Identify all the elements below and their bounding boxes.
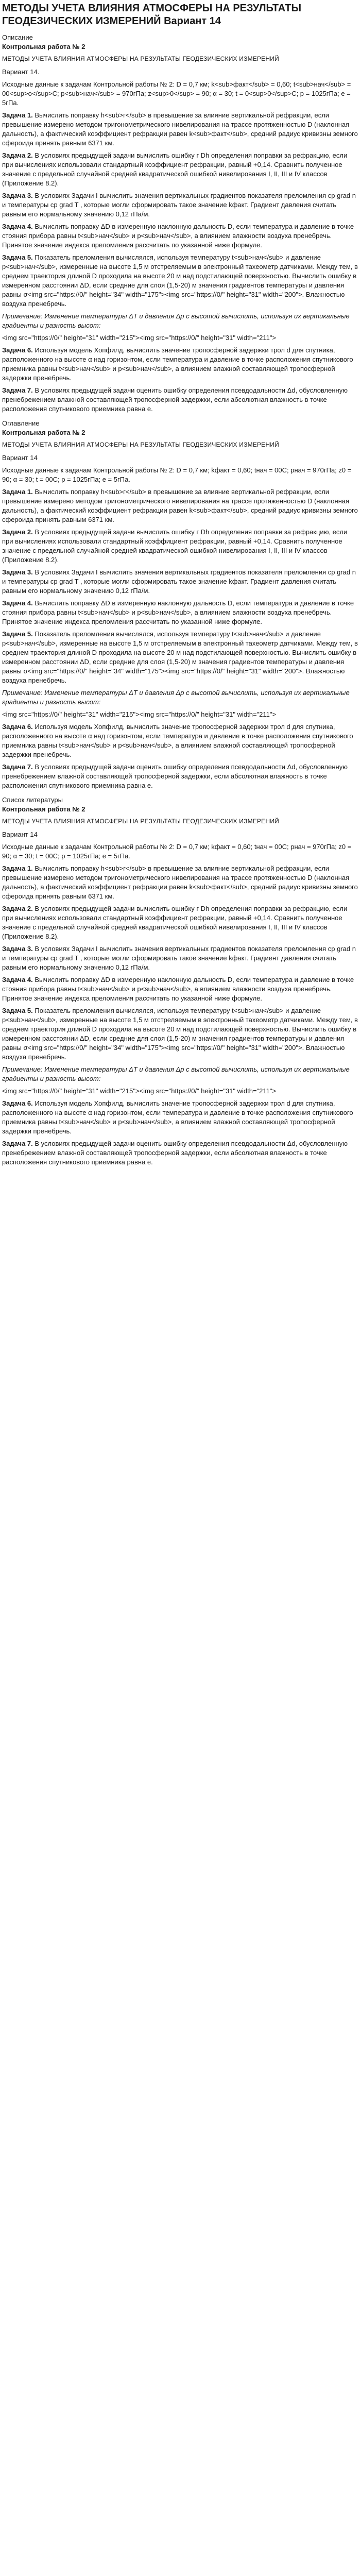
task-text: В условиях предыдущей задачи вычислить ошибку г Dh определения поправки за рефракцию, если при вычислениях использовали стандартный коэффициент рефракции, равный +0,14. Сравнить полученное значение с предельной случайной средней квадратической ошибкой нивелирования I, II, III и IV классов (Приложение 8.2). bbox=[2, 528, 348, 564]
task-text: В условиях предыдущей задачи оценить ошибку определения псевдодальности Δd, обусловленную пренебрежением влажной составляющей тропосферной задержки, если абсолютная влажность в точке расположения спутникового приемника равна e. bbox=[2, 1140, 348, 1166]
variant-label: Вариант 14. bbox=[2, 68, 40, 76]
task-text: Показатель преломления вычислялся, используя температуру t<sub>нач</sub> и давление p<sub>нач</sub>, измеренные на высоте 1,5 м отстреляемым в электронный тахеометр датчиками. Между тем, в среднем траектория длиной D проходила на высоте 20 м над подстилающей поверхностью. Вычислить ошибку в измеренном расстоянии ΔD, если средние для слоя (1,5-20) м значения градиентов температуры и давления равны σ<img src="https://0/" height="34" width="175"><img src="https://0/" height="31" width="200">. Влажностью воздуха пренебречь. bbox=[2, 1007, 358, 1061]
document-contents bbox=[2, 419, 359, 790]
task-text: В условиях предыдущей задачи оценить ошибку определения псевдодальности Δd, обусловленную пренебрежением влажной составляющей тропосферной задержки, если абсолютная влажность в точке расположения спутникового приемника равна e. bbox=[2, 386, 348, 413]
task-7 bbox=[2, 1139, 359, 1167]
task-label: Задача 3. bbox=[2, 192, 33, 199]
variant-label: Вариант 14 bbox=[2, 454, 38, 462]
task-6 bbox=[2, 346, 359, 383]
task-label: Задача 5. bbox=[2, 253, 33, 261]
task-label: Задача 2. bbox=[2, 905, 33, 912]
note-text: Примечание: Изменение температуры ΔT и давления Δp с высотой вычислить, используя их вертикальные градиенты и разность высот: bbox=[2, 689, 350, 706]
task-4 bbox=[2, 599, 359, 626]
task-2 bbox=[2, 151, 359, 188]
page-title: МЕТОДЫ УЧЕТА ВЛИЯНИЯ АТМОСФЕРЫ НА РЕЗУЛЬТАТЫ ГЕОДЕЗИЧЕСКИХ ИЗМЕРЕНИЙ Вариант 14 bbox=[2, 3, 302, 27]
task-6 bbox=[2, 722, 359, 759]
task-text: В условиях предыдущей задачи оценить ошибку определения псевдодальности Δd, обусловленную пренебрежением влажной составляющей тропосферной задержки, если абсолютная влажность в точке расположения спутникового приемника равна e. bbox=[2, 763, 348, 789]
task-text: Вычислить поправку ΔD в измеренную наклонную дальность D, если температура и давление в точке стояния прибора равны t<sub>нач</sub> и p<sub>нач</sub>, а влиянием влажности воздуха пренебречь. Принятое значение индекса преломления рассчитать по указанной ниже формуле. bbox=[2, 976, 354, 1002]
task-label: Задача 2. bbox=[2, 528, 33, 536]
task-4 bbox=[2, 222, 359, 250]
document-heading: Контрольная работа № 2 bbox=[2, 43, 85, 50]
document-subtitle: МЕТОДЫ УЧЕТА ВЛИЯНИЯ АТМОСФЕРЫ НА РЕЗУЛЬТАТЫ ГЕОДЕЗИЧЕСКИХ ИЗМЕРЕНИЙ bbox=[2, 441, 279, 448]
task-label: Задача 6. bbox=[2, 1099, 33, 1107]
task-label: Задача 5. bbox=[2, 1007, 33, 1014]
task-3 bbox=[2, 944, 359, 972]
task-text: В условиях предыдущей задачи вычислить ошибку г Dh определения поправки за рефракцию, если при вычислениях использовали стандартный коэффициент рефракции, равный +0,14. Сравнить полученное значение с предельной случайной средней квадратической ошибкой нивелирования I, II, III и IV классов (Приложение 8.2). bbox=[2, 151, 348, 187]
task-text: В условиях Задачи I вычислить значения вертикальных градиентов показателя преломления cp grad n и температуры cp grad T , которые могли сформировать такое значение kфакт. Градиент давления считать равным его нормальному значению 0,12 гПа/м. bbox=[2, 192, 356, 218]
task-text: Вычислить поправку ΔD в измеренную наклонную дальность D, если температура и давление в точке стояния прибора равны t<sub>нач</sub> и p<sub>нач</sub>, а влиянием влажности воздуха пренебречь. Принятое значение индекса преломления рассчитать по указанной ниже формуле. bbox=[2, 223, 354, 249]
task-2 bbox=[2, 904, 359, 941]
task-1 bbox=[2, 487, 359, 524]
source-data: Исходные данные к задачам Контрольной работы № 2: D = 0,7 км; kфакт = 0,60; tнач = 00С; pнач = 970гПа; z0 = 90; α = 30; t = 00С; p = 1025гПа; e = 5гПа. bbox=[2, 843, 352, 860]
task-3 bbox=[2, 191, 359, 219]
formula-line: <img src="https://0/" height="31" width="215"><img src="https://0/" height="31" width="211"> bbox=[2, 334, 277, 342]
task-label: Задача 2. bbox=[2, 151, 33, 159]
task-4 bbox=[2, 975, 359, 1003]
task-text: Вычислить поправку h<sub>г</sub> в превышение за влияние вертикальной рефракции, если превышение измерено методом тригонометрического нивелирования на трассе протяженностью D (наклонная дальность), а фактический коэффициент рефракции равен k<sub>факт</sub>, средний радиус кривизны земного сфероида принять равным 6371 км. bbox=[2, 111, 358, 147]
task-1 bbox=[2, 864, 359, 901]
document-heading: Контрольная работа № 2 bbox=[2, 805, 85, 813]
task-3 bbox=[2, 568, 359, 596]
document-description bbox=[2, 33, 359, 414]
task-label: Задача 6. bbox=[2, 723, 33, 731]
note-text: Примечание: Изменение температуры ΔT и давления Δp с высотой вычислить, используя их вертикальные градиенты и разность высот: bbox=[2, 312, 350, 329]
task-text: Используя модель Хопфилд, вычислить значение тропосферной задержки трол d для спутника, расположенного на высоте α над горизонтом, если температура и давление в точке расположения спутникового приемника равны t<sub>нач</sub> и p<sub>нач</sub>, а влиянием влажной составляющей тропосферной задержки пренебречь. bbox=[2, 1099, 353, 1135]
page bbox=[0, 0, 361, 1167]
variant-label: Вариант 14 bbox=[2, 831, 38, 838]
task-text: Показатель преломления вычислялся, используя температуру t<sub>нач</sub> и давление p<sub>нач</sub>, измеренные на высоте 1,5 м отстреляемым в электронный тахеометр датчиками. Между тем, в среднем траектория длиной D проходила на высоте 20 м над подстилающей поверхностью. Вычислить ошибку в измеренном расстоянии ΔD, если средние для слоя (1,5-20) м значения градиентов температуры и давления равны σ<img src="https://0/" height="34" width="175"><img src="https://0/" height="31" width="200">. Влажностью воздуха пренебречь. bbox=[2, 630, 358, 684]
task-7 bbox=[2, 386, 359, 414]
task-text: Вычислить поправку ΔD в измеренную наклонную дальность D, если температура и давление в точке стояния прибора равны t<sub>нач</sub> и p<sub>нач</sub>, а влиянием влажности воздуха пренебречь. Принятое значение индекса преломления рассчитать по указанной ниже формуле. bbox=[2, 599, 354, 625]
task-text: Вычислить поправку h<sub>г</sub> в превышение за влияние вертикальной рефракции, если превышение измерено методом тригонометрического нивелирования на трассе протяженностью D (наклонная дальность), а фактический коэффициент рефракции равен k<sub>факт</sub>, средний радиус кривизны земного сфероида принять равным 6371 км. bbox=[2, 488, 358, 523]
task-label: Задача 4. bbox=[2, 223, 33, 230]
formula-line: <img src="https://0/" height="31" width="215"><img src="https://0/" height="31" width="211"> bbox=[2, 710, 277, 718]
task-label: Задача 4. bbox=[2, 599, 33, 607]
task-label: Задача 1. bbox=[2, 111, 33, 119]
task-label: Задача 1. bbox=[2, 488, 33, 496]
task-label: Задача 3. bbox=[2, 945, 33, 953]
task-text: Используя модель Хопфилд, вычислить значение тропосферной задержки трол d для спутника, расположенного на высоте α над горизонтом, если температура и давление в точке расположения спутникового приемника равны t<sub>нач</sub> и p<sub>нач</sub>, а влиянием влажной составляющей тропосферной задержки пренебречь. bbox=[2, 723, 353, 758]
document-bibliography bbox=[2, 795, 359, 1167]
task-label: Задача 5. bbox=[2, 630, 33, 638]
section-label: Оглавление bbox=[2, 419, 40, 427]
source-data: Исходные данные к задачам Контрольной работы № 2: D = 0,7 км; k<sub>факт</sub> = 0,60; t<sub>нач</sub> = 00<sup>o</sup>С; p<sub>нач</sub> = 970гПа; z<sup>0</sup> = 90; α = 30; t = 0<sup>0</sup>С; p = 1025гПа; e = 5гПа. bbox=[2, 80, 351, 107]
task-label: Задача 1. bbox=[2, 865, 33, 872]
task-text: В условиях Задачи I вычислить значения вертикальных градиентов показателя преломления cp grad n и температуры cp grad T , которые могли сформировать такое значение kфакт. Градиент давления считать равным его нормальному значению 0,12 гПа/м. bbox=[2, 568, 356, 595]
note bbox=[2, 1065, 359, 1083]
task-7 bbox=[2, 762, 359, 790]
formula-line: <img src="https://0/" height="31" width="215"><img src="https://0/" height="31" width="211"> bbox=[2, 1087, 277, 1095]
section-label: Список литературы bbox=[2, 796, 63, 804]
document-subtitle: МЕТОДЫ УЧЕТА ВЛИЯНИЯ АТМОСФЕРЫ НА РЕЗУЛЬТАТЫ ГЕОДЕЗИЧЕСКИХ ИЗМЕРЕНИЙ bbox=[2, 55, 279, 62]
task-text: В условиях Задачи I вычислить значения вертикальных градиентов показателя преломления cp grad n и температуры cp grad T , которые могли сформировать такое значение kфакт. Градиент давления считать равным его нормальному значению 0,12 гПа/м. bbox=[2, 945, 356, 971]
task-label: Задача 7. bbox=[2, 763, 33, 771]
task-text: В условиях предыдущей задачи вычислить ошибку г Dh определения поправки за рефракцию, если при вычислениях использовали стандартный коэффициент рефракции, равный +0,14. Сравнить полученное значение с предельной случайной средней квадратической ошибкой нивелирования I, II, III и IV классов (Приложение 8.2). bbox=[2, 905, 348, 940]
source-data: Исходные данные к задачам Контрольной работы № 2: D = 0,7 км; kфакт = 0,60; tнач = 00С; pнач = 970гПа; z0 = 90; α = 30; t = 00С; p = 1025гПа; e = 5гПа. bbox=[2, 466, 352, 483]
note bbox=[2, 312, 359, 330]
note bbox=[2, 688, 359, 707]
document-subtitle: МЕТОДЫ УЧЕТА ВЛИЯНИЯ АТМОСФЕРЫ НА РЕЗУЛЬТАТЫ ГЕОДЕЗИЧЕСКИХ ИЗМЕРЕНИЙ bbox=[2, 818, 279, 825]
task-label: Задача 3. bbox=[2, 568, 33, 576]
task-label: Задача 4. bbox=[2, 976, 33, 984]
task-5 bbox=[2, 630, 359, 685]
task-label: Задача 7. bbox=[2, 1140, 33, 1147]
task-5 bbox=[2, 1006, 359, 1062]
task-label: Задача 6. bbox=[2, 346, 33, 354]
task-6 bbox=[2, 1099, 359, 1136]
task-1 bbox=[2, 111, 359, 148]
task-text: Используя модель Хопфилд, вычислить значение тропосферной задержки трол d для спутника, расположенного на высоте α над горизонтом, если температура и давление в точке расположения спутникового приемника равны t<sub>нач</sub> и p<sub>нач</sub>, а влиянием влажной составляющей тропосферной задержки пренебречь. bbox=[2, 346, 353, 382]
note-text: Примечание: Изменение температуры ΔT и давления Δp с высотой вычислить, используя их вертикальные градиенты и разность высот: bbox=[2, 1065, 350, 1082]
task-2 bbox=[2, 528, 359, 565]
task-5 bbox=[2, 253, 359, 309]
document-heading: Контрольная работа № 2 bbox=[2, 429, 85, 436]
section-label: Описание bbox=[2, 33, 33, 41]
task-text: Вычислить поправку h<sub>г</sub> в превышение за влияние вертикальной рефракции, если превышение измерено методом тригонометрического нивелирования на трассе протяженностью D (наклонная дальность), а фактический коэффициент рефракции равен k<sub>факт</sub>, средний радиус кривизны земного сфероида принять равным 6371 км. bbox=[2, 865, 358, 900]
task-text: Показатель преломления вычислялся, используя температуру t<sub>нач</sub> и давление p<sub>нач</sub>, измеренные на высоте 1,5 м отстреляемым в электронный тахеометр датчиками. Между тем, в среднем траектория длиной D проходила на высоте 20 м над подстилающей поверхностью. Вычислить ошибку в измеренном расстоянии ΔD, если средние для слоя (1,5-20) м значения градиентов температуры и давления равны σ<img src="https://0/" height="34" width="175"><img src="https://0/" height="31" width="200">. Влажностью воздуха пренебречь. bbox=[2, 253, 358, 308]
task-label: Задача 7. bbox=[2, 386, 33, 394]
